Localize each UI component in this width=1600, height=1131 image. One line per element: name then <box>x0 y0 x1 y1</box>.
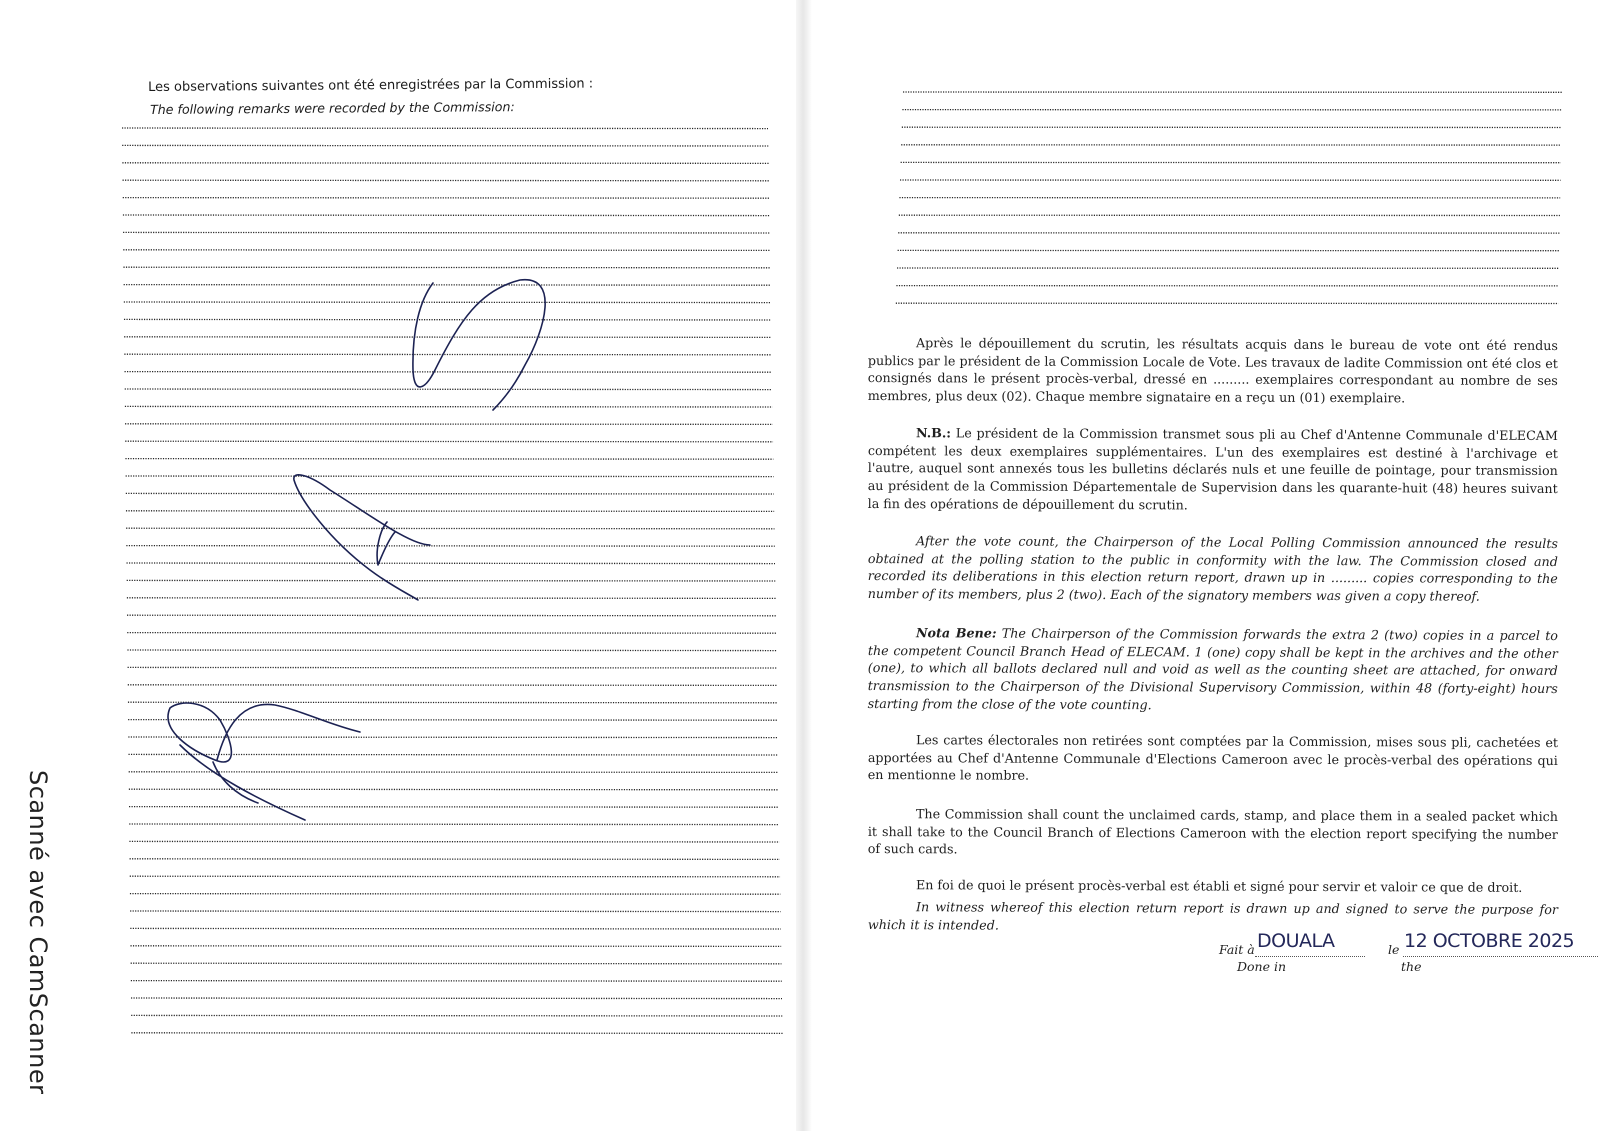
le-label: le <box>1388 942 1400 957</box>
paragraph-results-fr: Après le dépouillement du scrutin, les résultats acquis dans le bureau de vote ont été rendus publics par le président de la Commission Locale de Vote. Les travaux de ladite Commission ont été clos et consignés dans le présent procès-verbal, dressé en ......... exemplaires correspondant au nombre de ses membres, plus deux (02). Chaque membre signataire en a reçu un (01) exemplaire. <box>867 335 1558 406</box>
paragraph-nb-fr: N.B.: Le président de la Commission transmet sous pli au Chef d'Antenne Communale d'ELECAM compétent les deux exemplaires supplémentaires. L'un des exemplaires est destiné à l'archivage et l'autre, auquel sont annexés tous les bulletins déclarés nuls et une feuille de pointage, pour transmission au président de la Commission Départementale de Supervision dans les quarante-huit (48) heures suivant la fin des opérations de dépouillement du scrutin. <box>867 425 1558 513</box>
paragraph-cards-fr: Les cartes électorales non retirées sont comptées par la Commission, mises sous pli, cachetées et apportées au Chef d'Antenne Communale d'Elections Cameroon avec le procès-verbal des opérations qui en mentionne le nombre. <box>867 732 1558 784</box>
date-dotted-line <box>1403 956 1598 957</box>
place-handwritten: DOUALA <box>1257 930 1335 952</box>
the-label: the <box>1401 959 1422 974</box>
camscanner-watermark: Scanné avec CamScanner <box>24 770 52 1095</box>
date-handwritten: 12 OCTOBRE 2025 <box>1404 930 1575 952</box>
remarks-heading-en: The following remarks were recorded by the Commission: <box>150 99 515 117</box>
place-and-date <box>1219 930 1600 974</box>
done-in-label: Done in <box>1237 959 1287 974</box>
fait-a-label: Fait à <box>1219 942 1255 957</box>
paragraph-witness-fr: En foi de quoi le présent procès-verbal est établi et signé pour servir et valoir ce que de droit. <box>915 877 1523 895</box>
paragraph-witness-en: In witness whereof this election return report is drawn up and signed to serve the purpose for which it is intended. <box>867 899 1558 933</box>
paragraph-results-en: After the vote count, the Chairperson of the Local Polling Commission announced the results obtained at the polling station to the public in conformity with the law. The Commission closed and recorded its deliberations in this election return report, drawn up in ......... copies corresponding to the number of its members, plus 2 (two). Each of the signatory members was given a copy thereof. <box>867 533 1558 604</box>
paragraph-cards-en: The Commission shall count the unclaimed cards, stamp, and place them in a sealed packet which it shall take to the Council Branch of Elections Cameroon with the election report specifying the number of such cards. <box>867 806 1558 857</box>
remarks-heading-fr: Les observations suivantes ont été enregistrées par la Commission : <box>148 76 594 95</box>
place-dotted-line <box>1255 956 1365 957</box>
paragraph-nota-bene-en: Nota Bene: The Chairperson of the Commission forwards the extra 2 (two) copies in a parcel to the competent Council Branch Head of ELECAM. 1 (one) copy shall be kept in the archives and the other (one), to which all ballots declared null and void as well as the counting sheet are attached, for onward transmission to the Chairperson of the Divisional Supervisory Commission, within 48 (forty-eight) hours starting from the close of the vote counting. <box>867 625 1558 713</box>
